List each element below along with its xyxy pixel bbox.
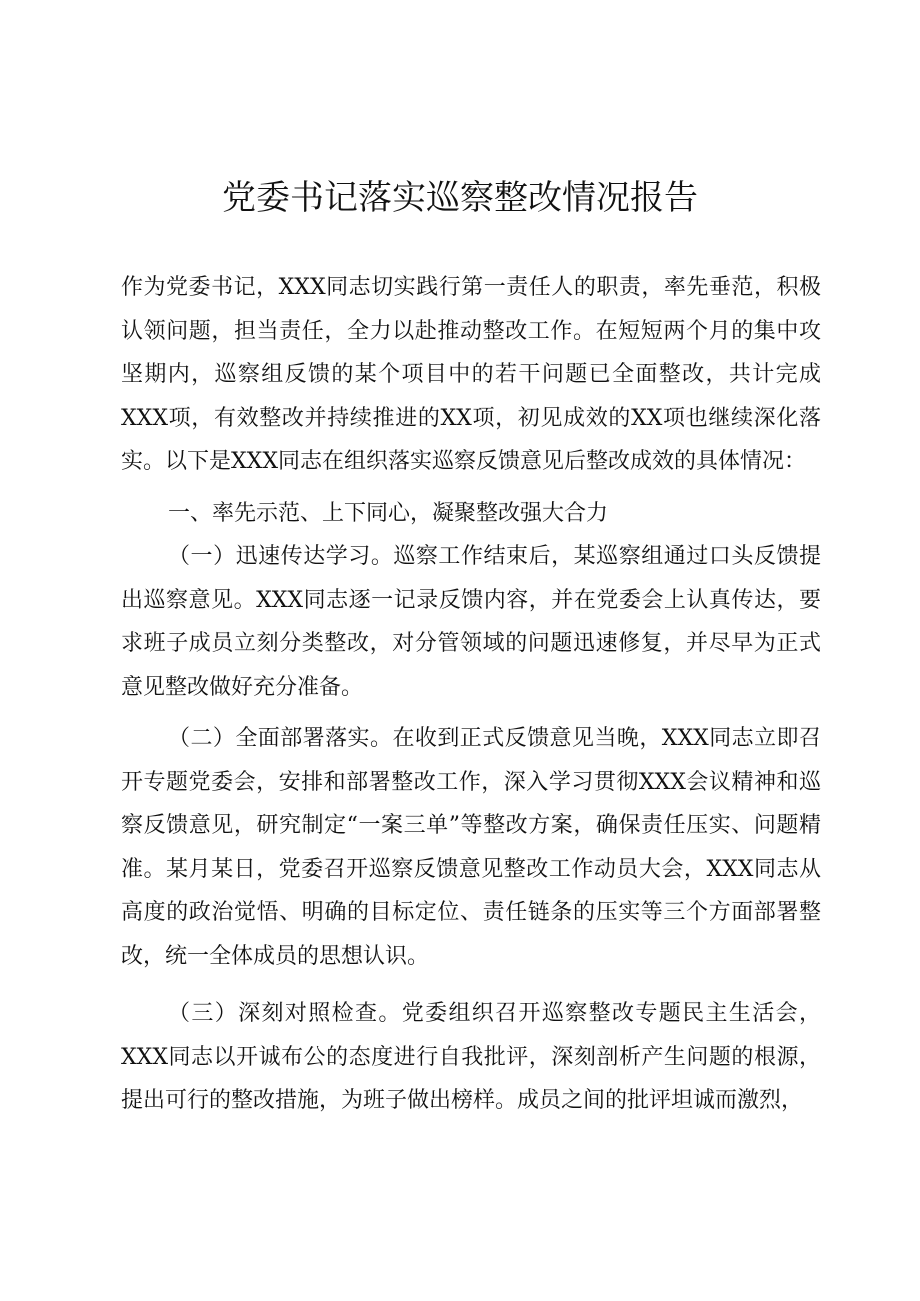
section-heading: 一、率先示范、上下同心，凝聚整改强大合力 xyxy=(168,500,609,526)
subsection-paragraph-3: （三）深刻对照检查。党委组织召开巡察整改专题民主生活会，XXX同志以开诚布公的态度进行自我批评，深刻剖析产生问题的根源，提出可行的整改措施，为班子做出榜样。成员之间的批评坦诚而激烈， xyxy=(121,1001,821,1113)
intro-paragraph: 作为党委书记，XXX同志切实践行第一责任人的职责，率先垂范，积极认领问题，担当责任，全力以赴推动整改工作。在短短两个月的集中攻坚期内，巡察组反馈的某个项目中的若干问题已全面整改，共计完成XXX项，有效整改并持续推进的XX项，初见成效的XX项也继续深化落实。以下是XXX同志在组织落实巡察反馈意见后整改成效的具体情况： xyxy=(121,275,821,474)
document-title: 党委书记落实巡察整改情况报告 xyxy=(222,178,698,218)
document-body xyxy=(121,266,821,1123)
subsection-paragraph-1: （一）迅速传达学习。巡察工作结束后，某巡察组通过口头反馈提出巡察意见。XXX同志逐一记录反馈内容，并在党委会上认真传达，要求班子成员立刻分类整改，对分管领域的问题迅速修复，并尽早为正式意见整改做好充分准备。 xyxy=(121,544,821,700)
subsection-paragraph-2: （二）全面部署落实。在收到正式反馈意见当晚，XXX同志立即召开专题党委会，安排和部署整改工作，深入学习贯彻XXX会议精神和巡察反馈意见，研究制定“一案三单”等整改方案，确保责任压实、问题精准。某月某日，党委召开巡察反馈意见整改工作动员大会，XXX同志从高度的政治觉悟、明确的目标定位、责任链条的压实等三个方面部署整改，统一全体成员的思想认识。 xyxy=(121,726,821,969)
